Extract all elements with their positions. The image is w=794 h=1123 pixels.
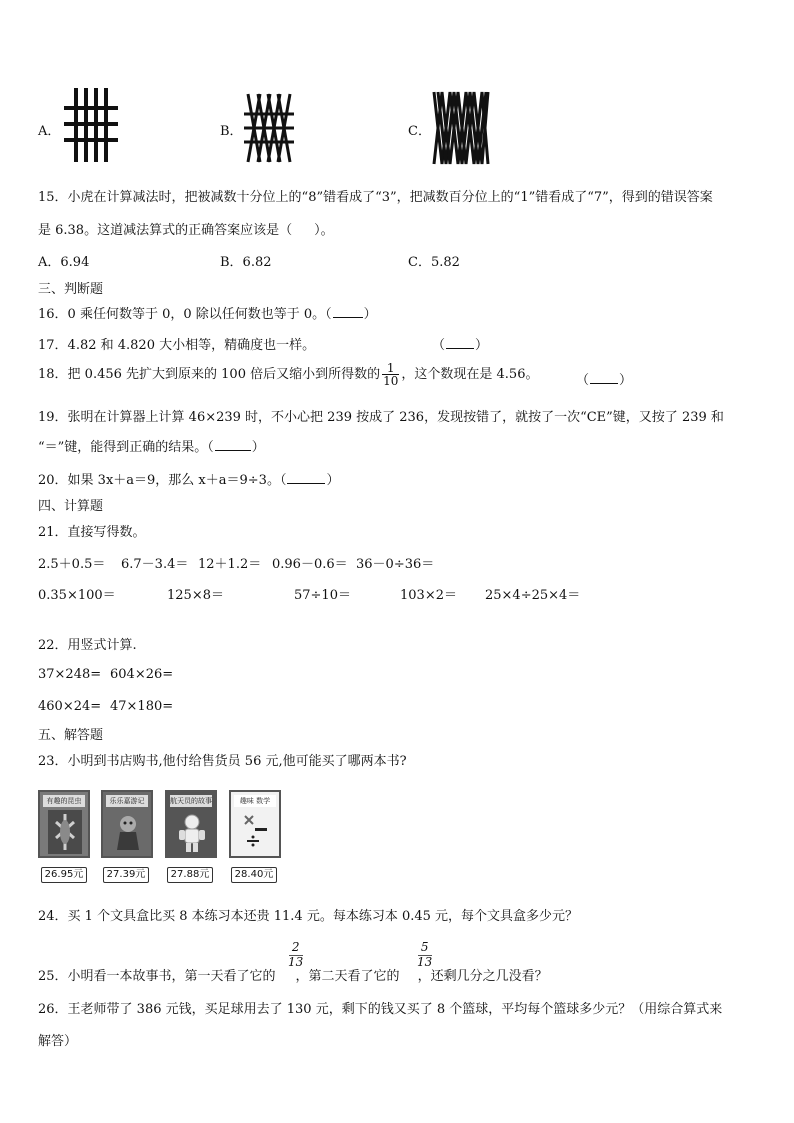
q15-line2-end: ）。 xyxy=(314,223,334,238)
q19-line2-text: “＝”键，能得到正确的结果。（ xyxy=(38,440,214,455)
q15-option-c: C．5.82 xyxy=(408,255,460,270)
q17-end: ） xyxy=(475,338,489,353)
book-insects xyxy=(38,790,90,862)
q19-line2 xyxy=(38,436,265,455)
q22-title: 22．用竖式计算. xyxy=(38,638,137,653)
q17-text: 17．4.82 和 4.820 大小相等，精确度也一样。 xyxy=(38,338,316,353)
q25-frac1-num: 2 xyxy=(291,940,300,954)
insect-cover-icon xyxy=(38,790,90,858)
q26-line2: 解答） xyxy=(38,1034,78,1049)
q21-item: 0.35×100＝ xyxy=(38,588,116,603)
book-price: 27.39元 xyxy=(103,867,149,883)
section-heading-judge: 三、判断题 xyxy=(38,282,104,297)
q18-text-b: ，这个数现在是 4.56。 xyxy=(401,367,539,382)
q20-end: ） xyxy=(326,473,340,488)
q25-frac2-num: 5 xyxy=(420,940,429,954)
q18 xyxy=(38,362,538,387)
q19-end: ） xyxy=(251,440,265,455)
book-math xyxy=(229,790,281,862)
crossed-lattice-icon xyxy=(244,92,294,164)
answer-blank[interactable] xyxy=(333,305,363,318)
q14-option-b-label: B． xyxy=(220,124,243,139)
book-travel xyxy=(101,790,153,862)
q25-text xyxy=(38,965,548,984)
math-symbols-cover-icon xyxy=(229,790,281,858)
q21-item: 2.5＋0.5＝ xyxy=(38,557,106,572)
q18-open: （ xyxy=(576,373,590,388)
q18-frac-den: 10 xyxy=(383,374,399,388)
section-heading-calc: 四、计算题 xyxy=(38,499,104,514)
q26-line1: 26．王老师带了 386 元钱，买足球用去了 130 元，剩下的钱又买了 8 个篮球，平均每个篮球多少元？（用综合算式来 xyxy=(38,1002,723,1017)
q18-end: ） xyxy=(619,373,633,388)
q15-line1: 15．小虎在计算减法时，把被减数十分位上的“8”错看成了“3”，把减数百分位上的“1”错看成了“7”，得到的错误答案 xyxy=(38,190,713,205)
q25-frac2-den: 13 xyxy=(417,955,433,969)
q22-item: 460×24= xyxy=(38,699,102,714)
q24-text: 24．买 1 个文具盒比买 8 本练习本还贵 11.4 元。每本练习本 0.45 元，每个文具盒多少元？ xyxy=(38,909,579,924)
q16-end: ） xyxy=(363,307,377,322)
q25-text-c: ，还剩几分之几没看？ xyxy=(417,969,548,984)
q18-answer xyxy=(576,369,632,388)
answer-blank[interactable] xyxy=(287,471,325,484)
section-heading-solve: 五、解答题 xyxy=(38,728,104,743)
q21-item: 57÷10＝ xyxy=(294,588,351,603)
q15-line2 xyxy=(38,219,334,238)
q21-item: 25×4÷25×4＝ xyxy=(485,588,581,603)
astronaut-cover-icon xyxy=(165,790,217,858)
q18-fraction xyxy=(382,362,399,387)
q21-title: 21．直接写得数。 xyxy=(38,525,146,540)
q21-item: 125×8＝ xyxy=(167,588,224,603)
q14-option-c-label: C． xyxy=(408,124,431,139)
q25-text-b: ，第二天看了它的 xyxy=(295,969,400,984)
grid-lattice-icon xyxy=(62,86,120,164)
q15-option-a: A．6.94 xyxy=(38,255,90,270)
q16-text: 16．0 乘任何数等于 0，0 除以任何数也等于 0。（ xyxy=(38,307,332,322)
book-title: 趣味 数学 xyxy=(234,795,276,807)
q25-text-a: 25．小明看一本故事书，第一天看了它的 xyxy=(38,969,276,984)
q20 xyxy=(38,469,339,488)
q23-text: 23．小明到书店购书,他付给售货员 56 元,他可能买了哪两本书? xyxy=(38,754,407,769)
q22-item: 37×248= xyxy=(38,667,102,682)
book-title: 有趣的昆虫 xyxy=(43,795,85,807)
q21-item: 36－0÷36＝ xyxy=(356,557,435,572)
q22-item: 47×180= xyxy=(110,699,174,714)
answer-blank[interactable] xyxy=(446,336,474,349)
book-price: 26.95元 xyxy=(41,867,87,883)
q19-line1: 19．张明在计算器上计算 46×239 时，不小心把 239 按成了 236，发现按错了，就按了一次“CE”键，又按了 239 和 xyxy=(38,410,724,425)
q21-item: 12＋1.2＝ xyxy=(198,557,262,572)
q17-open: （ xyxy=(432,338,446,353)
q21-item: 0.96－0.6＝ xyxy=(272,557,348,572)
q20-text: 20．如果 3x＋a＝9，那么 x＋a＝9÷3。（ xyxy=(38,473,287,488)
book-astronaut xyxy=(165,790,217,862)
q14-option-a-label: A． xyxy=(38,124,61,139)
q15-option-b: B．6.82 xyxy=(220,255,272,270)
book-price: 27.88元 xyxy=(167,867,213,883)
book-price: 28.40元 xyxy=(231,867,277,883)
book-title: 航天员的故事 xyxy=(170,797,212,805)
answer-blank[interactable] xyxy=(590,371,618,384)
cartoon-girl-cover-icon xyxy=(101,790,153,858)
zigzag-lattice-icon xyxy=(432,90,490,166)
q15-line2-text: 是 6.38。这道减法算式的正确答案应该是（ xyxy=(38,223,293,238)
answer-blank[interactable] xyxy=(215,438,251,451)
q25-frac1-den: 13 xyxy=(288,955,304,969)
q18-text-a: 18．把 0.456 先扩大到原来的 100 倍后又缩小到所得数的 xyxy=(38,367,381,382)
q17-answer xyxy=(432,334,488,353)
book-title: 乐乐嘉游记 xyxy=(106,795,148,807)
q18-frac-num: 1 xyxy=(382,362,399,375)
q22-item: 604×26= xyxy=(110,667,174,682)
q21-item: 103×2＝ xyxy=(400,588,457,603)
q16 xyxy=(38,303,377,322)
q21-item: 6.7－3.4＝ xyxy=(121,557,189,572)
